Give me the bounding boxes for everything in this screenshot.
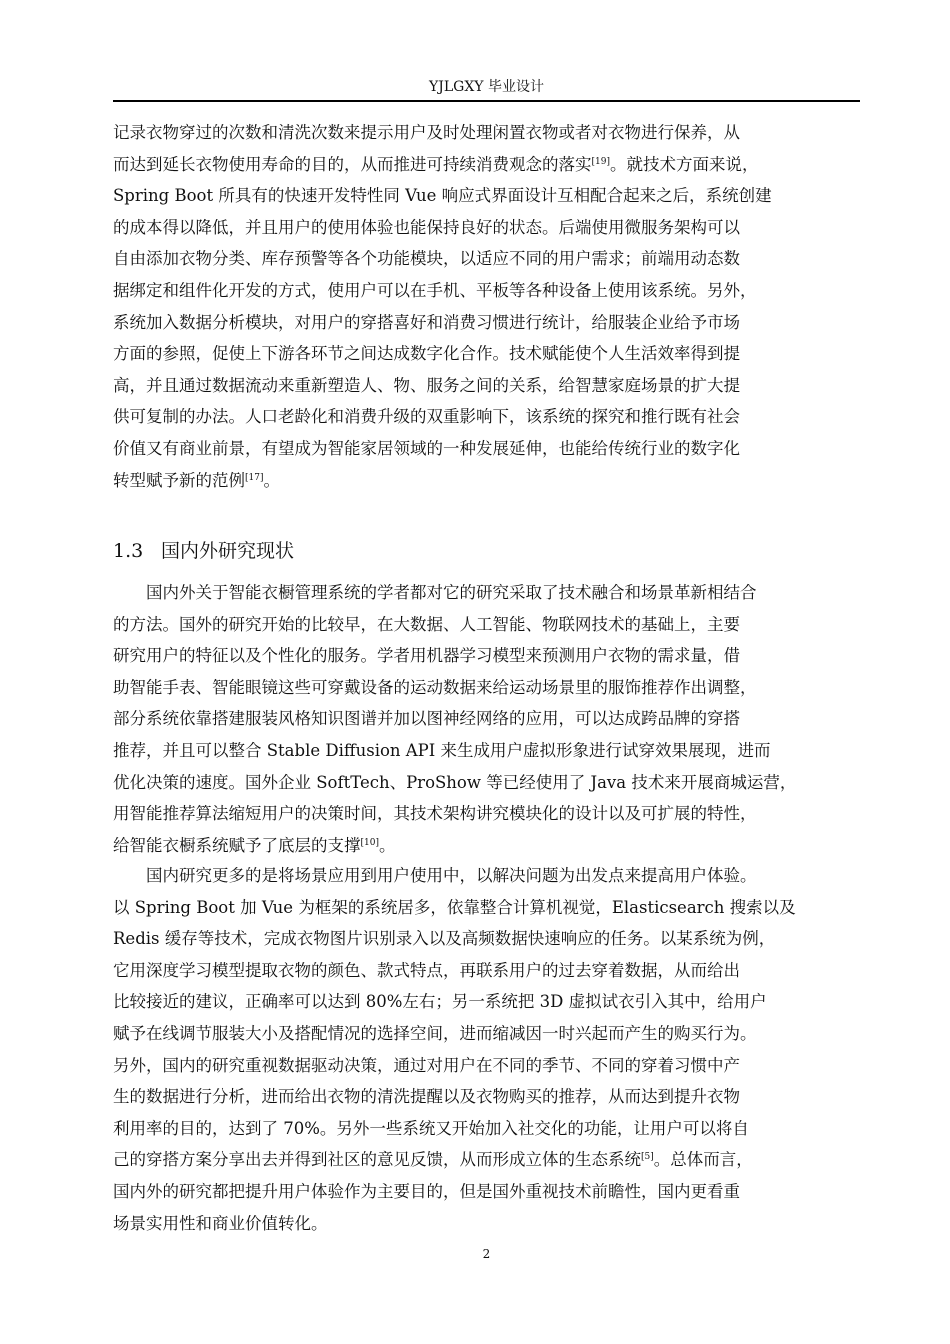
section-heading [113,538,294,564]
citation-ref: [5] [641,1152,654,1163]
text-line: 生的数据进行分析，进而给出衣物的清洗提醒以及衣物购买的推荐，从而达到提升衣物 [113,1087,740,1107]
text-line [113,1144,860,1176]
text-line: 自由添加衣物分类、库存预警等各个功能模块，以适应不同的用户需求；前端用动态数 [113,249,740,269]
text-line: 另外，国内的研究重视数据驱动决策，通过对用户在不同的季节、不同的穿着习惯中产 [113,1055,740,1075]
text-line: 助智能手表、智能眼镜这些可穿戴设备的运动数据来给运动场景里的服饰推荐作出调整， [113,677,757,697]
text-line [113,465,860,497]
text-line: 利用率的目的，达到了 70%。另外一些系统又开始加入社交化的功能，让用户可以将自 [113,1118,749,1138]
text-run: 转型赋予新的范例 [113,470,245,490]
text-line: 国内研究更多的是将场景应用到用户使用中，以解决问题为出发点来提高用户体验。 [146,866,757,885]
section-title: 国内外研究现状 [161,540,295,562]
text-line: 供可复制的办法。人口老龄化和消费升级的双重影响下，该系统的探究和推行既有社会 [113,407,740,427]
text-line: 记录衣物穿过的次数和清洗次数来提示用户及时处理闲置衣物或者对衣物进行保养，从 [113,123,740,142]
page-number: 2 [482,1247,491,1261]
text-line: Spring Boot 所具有的快速开发特性同 Vue 响应式界面设计互相配合起来之后，系统创建 [113,186,772,206]
citation-ref: [19] [591,156,610,167]
text-line: 比较接近的建议，正确率可以达到 80%左右；另一系统把 3D 虚拟试衣引入其中，给用户 [113,992,767,1012]
text-run: 。总体而言， [653,1150,753,1170]
text-line: 部分系统依靠搭建服装风格知识图谱并加以图神经网络的应用，可以达成跨品牌的穿搭 [113,709,740,729]
page-header: YJLGXY 毕业设计 [429,79,544,95]
section-number: 1.3 [113,540,144,562]
text-run: 己的穿搭方案分享出去并得到社区的意见反馈，从而形成立体的生态系统 [113,1150,641,1170]
text-line: 国内外的研究都把提升用户体验作为主要目的，但是国外重视技术前瞻性，国内更看重 [113,1181,740,1201]
text-line: 的方法。国外的研究开始的比较早，在大数据、人工智能、物联网技术的基础上，主要 [113,614,740,634]
paragraph-3 [113,860,860,1239]
text-run: 。 [378,835,396,855]
text-line: 方面的参照，促使上下游各环节之间达成数字化合作。技术赋能使个人生活效率得到提 [113,344,740,364]
text-line [113,149,860,181]
text-line: 优化决策的速度。国外企业 SoftTech、ProShow 等已经使用了 Java 技术来开展商城运营， [113,772,797,792]
text-line: 的成本得以降低，并且用户的使用体验也能保持良好的状态。后端使用微服务架构可以 [113,217,740,237]
header-rule [113,100,860,102]
text-run: 。就技术方面来说， [609,154,759,174]
paragraph-1 [113,117,860,496]
paragraph-2 [113,577,860,861]
text-run: 。 [263,470,280,490]
text-line: Redis 缓存等技术，完成衣物图片识别录入以及高频数据快速响应的任务。以某系统为例， [113,929,776,949]
text-line: 系统加入数据分析模块，对用户的穿搭喜好和消费习惯进行统计，给服装企业给予市场 [113,312,740,332]
citation-ref: [10] [360,837,379,848]
text-line: 高，并且通过数据流动来重新塑造人、物、服务之间的关系，给智慧家庭场景的扩大提 [113,375,740,395]
text-line: 赋予在线调节服装大小及搭配情况的选择空间，进而缩减因一时兴起而产生的购买行为。 [113,1023,757,1043]
text-line: 用智能推荐算法缩短用户的决策时间，其技术架构讲究模块化的设计以及可扩展的特性， [113,804,757,824]
text-line: 价值又有商业前景，有望成为智能家居领域的一种发展延伸，也能给传统行业的数字化 [113,438,740,458]
text-line: 它用深度学习模型提取衣物的颜色、款式特点，再联系用户的过去穿着数据，从而给出 [113,960,740,980]
text-line: 国内外关于智能衣橱管理系统的学者都对它的研究采取了技术融合和场景革新相结合 [146,583,757,602]
text-run: 而达到延长衣物使用寿命的目的，从而推进可持续消费观念的落实 [113,154,592,174]
text-line: 研究用户的特征以及个性化的服务。学者用机器学习模型来预测用户衣物的需求量，借 [113,646,740,666]
text-line: 据绑定和组件化开发的方式，使用户可以在手机、平板等各种设备上使用该系统。另外， [113,280,757,300]
text-line: 场景实用性和商业价值转化。 [113,1213,328,1233]
text-line: 以 Spring Boot 加 Vue 为框架的系统居多，依靠整合计算机视觉，Elasticsearch 搜索以及 [113,897,796,917]
text-run: 给智能衣橱系统赋予了底层的支撑 [113,835,361,855]
text-line: 推荐，并且可以整合 Stable Diffusion API 来生成用户虚拟形象进行试穿效果展现，进而 [113,740,771,760]
citation-ref: [17] [245,472,264,483]
text-line [113,830,860,862]
